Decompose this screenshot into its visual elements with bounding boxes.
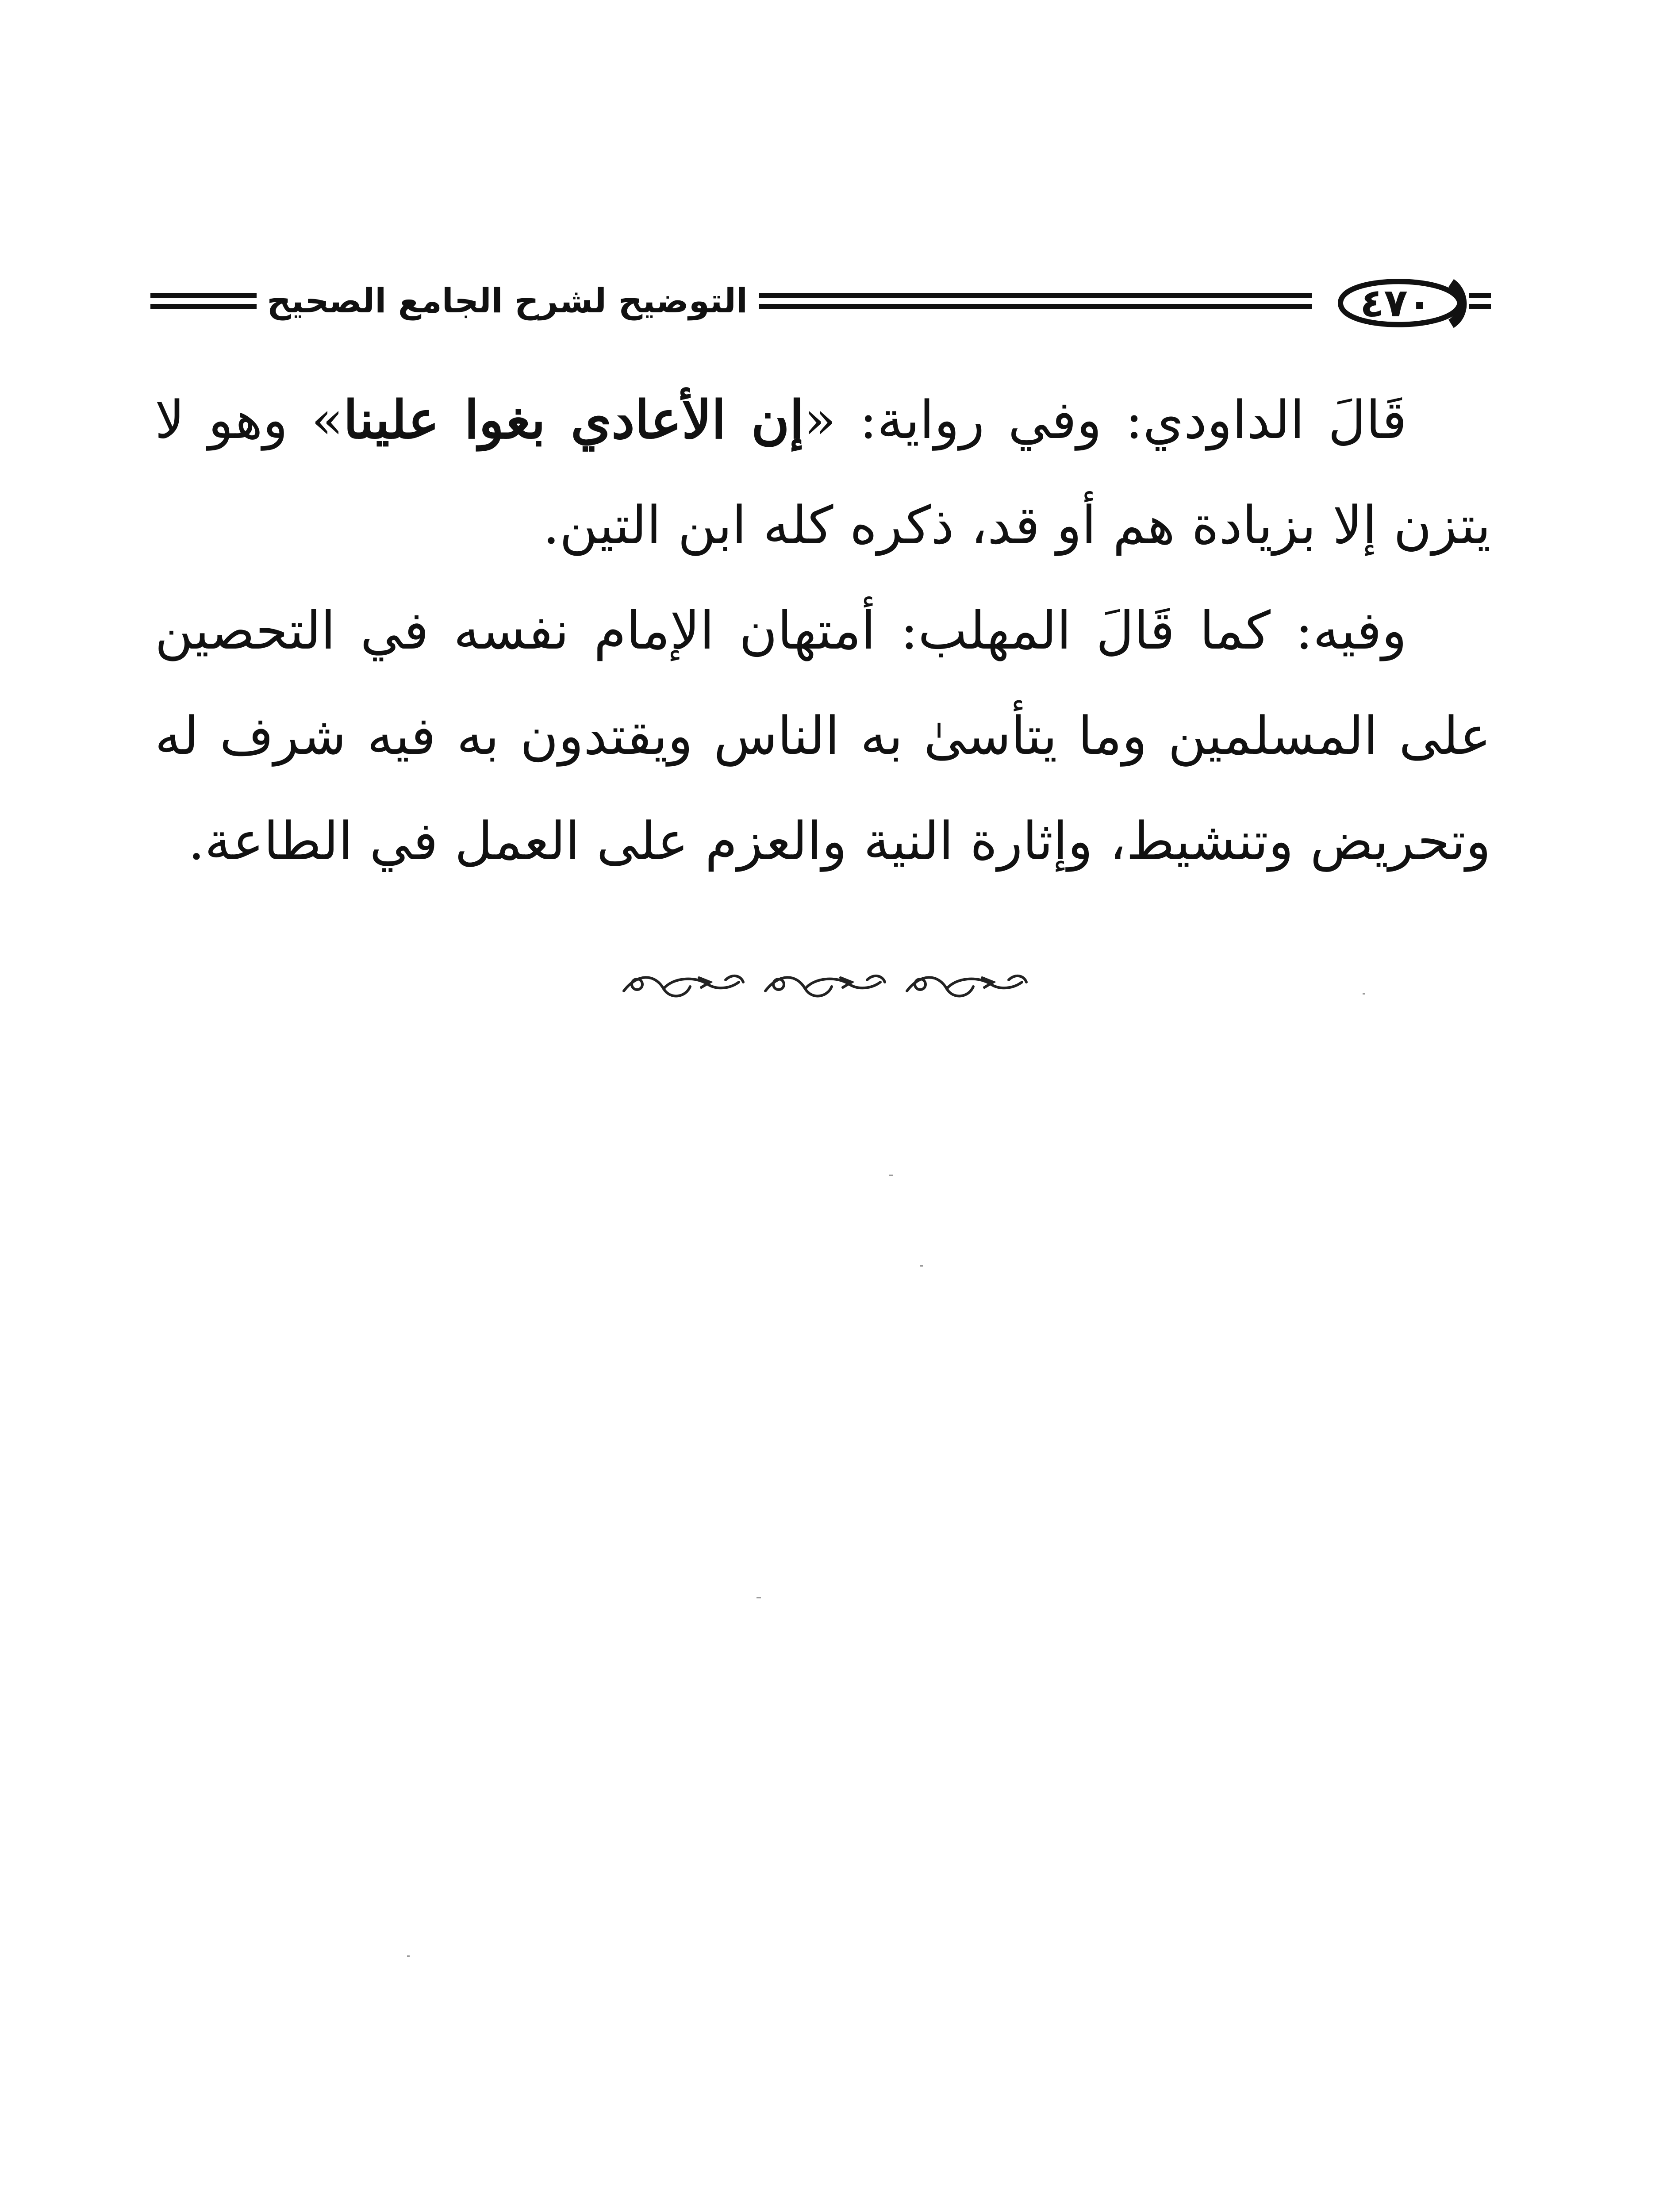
page-number-badge — [1323, 265, 1469, 341]
floral-divider-icon — [611, 964, 1053, 1009]
running-header — [150, 265, 1491, 341]
quoted-verse: إن الأعادي بغوا علينا — [343, 389, 804, 450]
scan-speck — [757, 1597, 761, 1598]
page-body — [155, 367, 1491, 894]
paragraph-1-lead: قَالَ الداودي: وفي رواية: « — [804, 389, 1407, 450]
header-rule-right — [1469, 293, 1491, 309]
paragraph-1-tail: » وهو لا يتزن إلا بزيادة هم أو قد، ذكره كله ابن التين. — [155, 389, 1491, 556]
scan-speck — [920, 1265, 923, 1267]
header-rule-left — [150, 293, 257, 309]
header-rule-middle — [759, 293, 1312, 309]
paragraph-1 — [155, 367, 1491, 578]
page-number: ٤٧٠ — [1360, 280, 1432, 326]
scan-speck — [889, 1175, 893, 1176]
paragraph-2: وفيه: كما قَالَ المهلب: أمتهان الإمام نفسه في التحصين على المسلمين وما يتأسىٰ به الناس ويقتدون به فيه شرف له وتحريض وتنشيط، وإثارة النية والعزم على العمل في الطاعة. — [155, 600, 1491, 872]
scan-speck — [1363, 993, 1365, 995]
running-title: التوضيح لشرح الجامع الصحيح — [267, 281, 748, 320]
scan-speck — [407, 1955, 410, 1957]
